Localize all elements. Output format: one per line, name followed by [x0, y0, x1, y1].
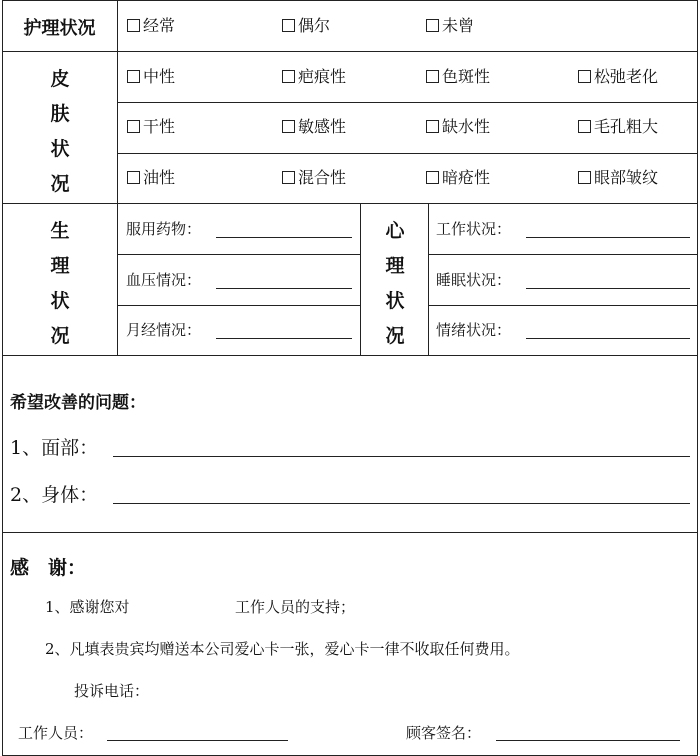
staff-signature-line[interactable]	[107, 740, 288, 741]
thanks-line-1b: 工作人员的支持；	[235, 598, 356, 616]
work-status-field-label: 工作状况：	[436, 220, 512, 238]
blood-pressure-input-line[interactable]	[216, 288, 352, 289]
customer-signature-label: 顾客签名：	[406, 724, 482, 742]
row-divider	[2, 51, 698, 52]
checkbox-icon	[426, 120, 439, 133]
column-divider	[428, 203, 429, 356]
checkbox-icon	[282, 171, 295, 184]
skin-option[interactable]: 混合性	[282, 168, 346, 188]
checkbox-icon	[578, 171, 591, 184]
face-input-line[interactable]	[113, 456, 690, 457]
skin-option[interactable]: 敏感性	[282, 117, 346, 137]
row-divider	[117, 102, 698, 103]
row-divider	[2, 532, 698, 533]
body-label: 2、身体：	[10, 484, 99, 506]
face-label: 1、面部：	[10, 437, 99, 459]
row-divider	[2, 203, 698, 204]
row-divider	[117, 305, 361, 306]
sleep-status-field-label: 睡眠状况：	[436, 271, 512, 289]
skin-option[interactable]: 油性	[127, 168, 175, 188]
staff-label: 工作人员：	[18, 724, 94, 742]
customer-signature-line[interactable]	[496, 740, 680, 741]
mood-status-input-line[interactable]	[526, 338, 690, 339]
menstruation-input-line[interactable]	[216, 338, 352, 339]
skin-option[interactable]: 中性	[127, 67, 175, 87]
row-divider	[117, 153, 698, 154]
checkbox-icon	[426, 70, 439, 83]
table-right-border	[697, 0, 698, 756]
skin-option[interactable]: 缺水性	[426, 117, 490, 137]
checkbox-icon	[282, 120, 295, 133]
checkbox-icon	[426, 171, 439, 184]
row-divider	[428, 305, 698, 306]
thanks-line-1a: 1、感谢您对	[45, 598, 130, 616]
psych-label: 心 理 状 况	[385, 220, 405, 347]
skin-option[interactable]: 松弛老化	[578, 67, 658, 87]
checkbox-icon	[282, 70, 295, 83]
skin-option[interactable]: 色斑性	[426, 67, 490, 87]
nursing-option-never[interactable]: 未曾	[426, 16, 474, 36]
row-divider	[117, 254, 361, 255]
skin-option[interactable]: 暗疮性	[426, 168, 490, 188]
checkbox-icon	[426, 19, 439, 32]
skin-option[interactable]: 毛孔粗大	[578, 117, 658, 137]
table-top-border	[2, 0, 698, 1]
work-status-input-line[interactable]	[526, 237, 690, 238]
complaint-phone-label: 投诉电话：	[74, 682, 150, 700]
skin-option[interactable]: 眼部皱纹	[578, 168, 658, 188]
sleep-status-input-line[interactable]	[526, 288, 690, 289]
body-input-line[interactable]	[113, 503, 690, 504]
medication-field-label: 服用药物：	[126, 220, 202, 238]
mood-status-field-label: 情绪状况：	[436, 321, 512, 339]
checkbox-icon	[127, 70, 140, 83]
nursing-option-sometimes[interactable]: 偶尔	[282, 16, 330, 36]
checkbox-icon	[127, 171, 140, 184]
checkbox-icon	[127, 120, 140, 133]
improve-title: 希望改善的问题：	[10, 393, 146, 413]
thanks-line-2: 2、凡填表贵宾均赠送本公司爱心卡一张，爱心卡一律不收取任何费用。	[45, 640, 520, 658]
blood-pressure-field-label: 血压情况：	[126, 271, 202, 289]
checkbox-icon	[578, 70, 591, 83]
row-divider	[2, 355, 698, 356]
row-divider	[428, 254, 698, 255]
checkbox-icon	[578, 120, 591, 133]
thanks-title: 感 谢：	[10, 557, 87, 579]
physio-label: 生 理 状 况	[50, 220, 70, 347]
menstruation-field-label: 月经情况：	[126, 321, 202, 339]
nursing-option-often[interactable]: 经常	[127, 16, 175, 36]
label-column-divider	[117, 0, 118, 356]
checkbox-icon	[282, 19, 295, 32]
medication-input-line[interactable]	[216, 237, 352, 238]
skin-label: 皮 肤 状 况	[50, 68, 70, 195]
skin-option[interactable]: 疤痕性	[282, 67, 346, 87]
checkbox-icon	[127, 19, 140, 32]
nursing-label: 护理状况	[23, 18, 96, 39]
table-left-border	[2, 0, 3, 756]
column-divider	[360, 203, 361, 356]
skin-option[interactable]: 干性	[127, 117, 175, 137]
